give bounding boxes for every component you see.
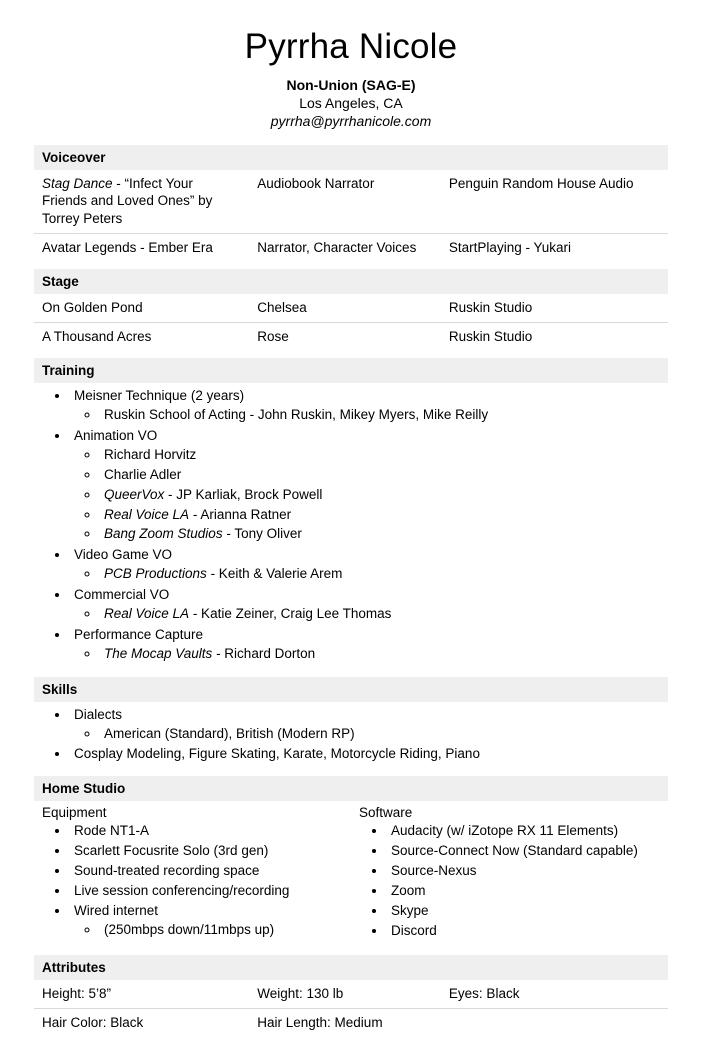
list-item-label: Commercial VO	[74, 587, 170, 603]
list-item-label: Source-Nexus	[391, 863, 477, 879]
table-row	[34, 323, 668, 351]
credit-company: Ruskin Studio	[441, 294, 668, 322]
credit-title-rest: A Thousand Acres	[42, 329, 152, 345]
list-item	[387, 902, 668, 922]
training-list	[34, 387, 668, 665]
list-item	[70, 902, 351, 942]
list-item	[100, 486, 668, 506]
list-item	[70, 546, 668, 586]
training-sublist	[74, 645, 668, 665]
credit-title	[34, 170, 249, 234]
credit-title-rest: Avatar Legends - Ember Era	[42, 240, 213, 256]
list-item	[70, 862, 351, 882]
sub-item-rest: - Katie Zeiner, Craig Lee Thomas	[189, 606, 392, 622]
credit-title	[34, 234, 249, 262]
list-item	[70, 586, 668, 626]
spacer	[34, 351, 668, 358]
email-text: pyrrha@pyrrhanicole.com	[270, 112, 432, 129]
list-item	[100, 525, 668, 545]
skills-sublist	[74, 725, 668, 745]
skills-list	[34, 706, 668, 766]
training-sublist	[74, 446, 668, 545]
credit-role: Narrator, Character Voices	[257, 240, 417, 256]
list-item	[100, 921, 351, 941]
sub-item-rest: - JP Karliak, Brock Powell	[164, 486, 323, 502]
list-item	[70, 842, 351, 862]
list-item-label: Audacity (w/ iZotope RX 11 Elements)	[391, 823, 619, 839]
software-title: Software	[359, 805, 413, 821]
list-item	[100, 605, 668, 625]
list-item	[70, 427, 668, 546]
section-header-stage: Stage	[34, 269, 668, 294]
sub-item-italic: The Mocap Vaults	[104, 645, 213, 661]
list-item	[387, 822, 668, 842]
sub-item-rest: Ruskin School of Acting - John Ruskin, Mikey Myers, Mike Reilly	[104, 407, 489, 423]
attribute-hair-color: Hair Color: Black	[42, 1014, 144, 1030]
credit-company: StartPlaying - Yukari	[448, 240, 571, 256]
table-row	[34, 1008, 668, 1036]
sub-item-italic: Bang Zoom Studios	[104, 526, 223, 542]
section-header-skills: Skills	[34, 677, 668, 702]
credit-title-rest: On Golden Pond	[42, 300, 143, 316]
table-row	[34, 294, 668, 322]
sub-item-italic: QueerVox	[104, 486, 165, 502]
attribute-hair-length: Hair Length: Medium	[257, 1014, 383, 1030]
list-item	[70, 387, 668, 427]
spacer	[34, 670, 668, 677]
list-item-label: Animation VO	[74, 428, 158, 443]
equipment-column	[34, 805, 351, 945]
sub-item-italic: Real Voice LA	[104, 606, 190, 622]
list-item-label: Rode NT1-A	[74, 823, 150, 839]
training-sublist	[74, 565, 668, 585]
sub-item-italic: Real Voice LA	[104, 506, 190, 522]
credit-role: Audiobook Narrator	[249, 170, 441, 234]
section-header-training: Training	[34, 358, 668, 383]
list-item	[70, 626, 668, 666]
sub-item-rest: (250mbps down/11mbps up)	[104, 921, 275, 937]
credit-role: Rose	[257, 329, 289, 345]
sub-item-rest: Charlie Adler	[104, 466, 182, 482]
credit-title	[34, 294, 249, 322]
software-list	[351, 822, 668, 941]
home-studio-columns	[34, 801, 668, 947]
sub-item-rest: - Arianna Ratner	[189, 506, 292, 522]
sub-item-rest: - Keith & Valerie Arem	[206, 566, 343, 582]
attribute-eyes: Eyes: Black	[441, 980, 668, 1008]
list-item	[70, 745, 668, 765]
list-item-label: Sound-treated recording space	[74, 863, 260, 879]
credit-title-italic: Stag Dance	[42, 175, 113, 191]
list-item	[100, 446, 668, 466]
list-item-label: Performance Capture	[74, 626, 204, 642]
list-item	[100, 725, 668, 745]
list-item	[100, 466, 668, 486]
list-item	[100, 565, 668, 585]
list-item-label: Live session conferencing/recording	[74, 883, 290, 899]
equipment-sublist	[74, 921, 351, 941]
spacer	[34, 769, 668, 776]
union-status: Non-Union (SAG-E)	[286, 76, 416, 93]
list-item	[387, 862, 668, 882]
stage-table	[34, 294, 668, 351]
equipment-list	[34, 822, 351, 941]
table-row	[34, 980, 668, 1008]
section-header-attributes: Attributes	[34, 955, 668, 980]
credit-company: Penguin Random House Audio	[441, 170, 668, 234]
page-title: Pyrrha Nicole	[244, 27, 458, 66]
section-header-voiceover: Voiceover	[34, 145, 668, 170]
attribute-height: Height: 5’8”	[34, 980, 249, 1008]
sub-item-italic: PCB Productions	[104, 566, 207, 582]
training-sublist	[74, 406, 668, 426]
table-row	[34, 170, 668, 234]
list-item-label: Discord	[391, 922, 437, 938]
location-text: Los Angeles, CA	[299, 94, 403, 111]
list-item	[70, 822, 351, 842]
credit-company: Ruskin Studio	[448, 329, 533, 345]
sub-item-rest: Richard Horvitz	[104, 446, 197, 462]
equipment-title: Equipment	[42, 805, 107, 821]
attribute-weight: Weight: 130 lb	[249, 980, 441, 1008]
credit-title	[34, 323, 249, 351]
sub-item-rest: - Richard Dorton	[212, 645, 316, 661]
spacer	[34, 262, 668, 269]
list-item-label: Zoom	[391, 883, 426, 899]
section-header-home-studio: Home Studio	[34, 776, 668, 801]
attribute-blank	[441, 1008, 668, 1036]
attributes-table	[34, 980, 668, 1037]
list-item-label: Video Game VO	[74, 547, 173, 563]
list-item-label: Source-Connect Now (Standard capable)	[391, 843, 638, 859]
list-item	[70, 706, 668, 746]
list-item-label: Cosplay Modeling, Figure Skating, Karate, Motorcycle Riding, Piano	[74, 746, 480, 762]
sub-item-rest: - Tony Oliver	[222, 526, 302, 542]
list-item-label: Scarlett Focusrite Solo (3rd gen)	[74, 843, 269, 859]
list-item-label: Skype	[391, 902, 429, 918]
list-item	[100, 506, 668, 526]
list-item	[387, 882, 668, 902]
list-item	[387, 922, 668, 942]
voiceover-table	[34, 170, 668, 263]
list-item	[70, 882, 351, 902]
sub-item-rest: American (Standard), British (Modern RP)	[104, 725, 355, 741]
list-item-label: Wired internet	[74, 902, 159, 918]
software-column	[351, 805, 668, 945]
list-item	[100, 406, 668, 426]
table-row	[34, 234, 668, 262]
spacer	[34, 948, 668, 955]
credit-title-rest: - “Infect Your Friends and Loved Ones” by Torrey Peters	[42, 175, 213, 227]
list-item	[387, 842, 668, 862]
list-item	[100, 645, 668, 665]
credit-role: Chelsea	[249, 294, 441, 322]
list-item-label: Meisner Technique (2 years)	[74, 388, 245, 404]
training-sublist	[74, 605, 668, 625]
list-item-label: Dialects	[74, 706, 123, 722]
